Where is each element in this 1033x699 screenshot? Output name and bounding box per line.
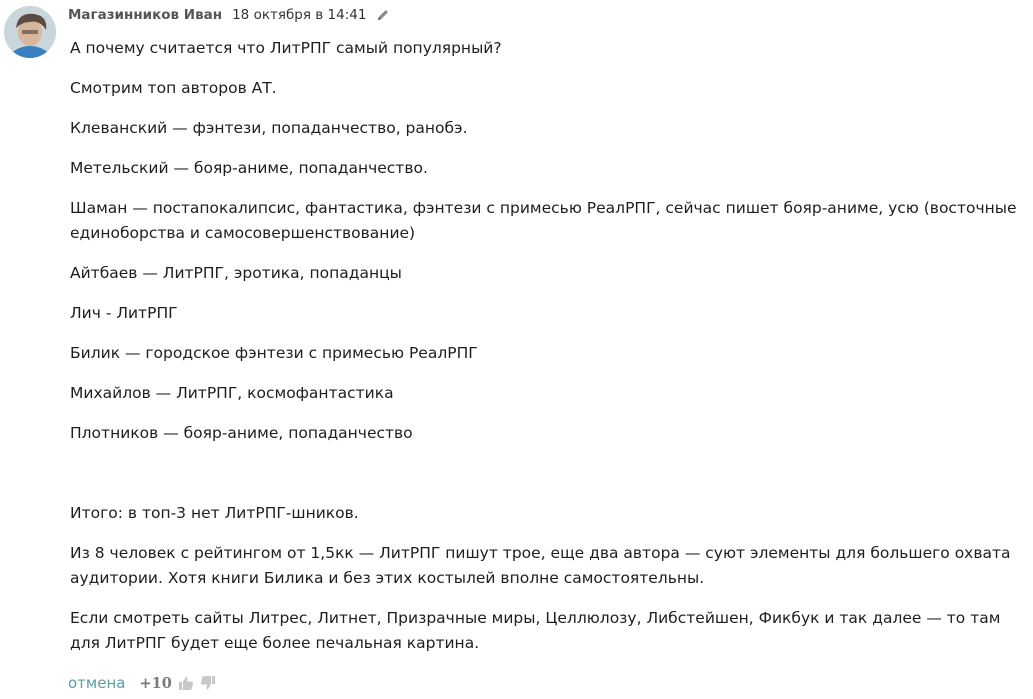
comment-paragraph: Михайлов — ЛитРПГ, космофантастика	[70, 384, 394, 402]
blank-line	[70, 461, 1030, 501]
thumbs-up-icon[interactable]	[178, 675, 194, 691]
comment-paragraph: Шаман — постапокалипсис, фантастика, фэнтези с примесью РеалРПГ, сейчас пишет бояр-аниме, усю (восточные единоборства и самосовершенствование)	[70, 199, 1017, 242]
rating-value: +10	[139, 674, 172, 692]
author-name[interactable]: Магазинников Иван	[68, 7, 223, 23]
comment-paragraph: Если смотреть сайты Литрес, Литнет, Призрачные миры, Целлюлозу, Либстейшен, Фикбук и так далее — то там для ЛитРПГ будет еще более печальная картина.	[70, 609, 1001, 652]
comment-paragraph: Лич - ЛитРПГ	[70, 304, 178, 322]
cancel-link[interactable]: отмена	[68, 674, 126, 692]
comment-header	[68, 5, 390, 25]
comment-paragraph: Айтбаев — ЛитРПГ, эротика, попаданцы	[70, 264, 402, 282]
comment-paragraph: Смотрим топ авторов АТ.	[70, 79, 277, 97]
thumbs-down-icon[interactable]	[200, 675, 216, 691]
avatar[interactable]	[4, 6, 56, 58]
comment-paragraph: А почему считается что ЛитРПГ самый популярный?	[70, 39, 502, 57]
comment-paragraph: Итого: в топ-3 нет ЛитРПГ-шников.	[70, 504, 359, 522]
comment-paragraph: Плотников — бояр-аниме, попаданчество	[70, 424, 413, 442]
comment-paragraph: Метельский — бояр-аниме, попаданчество.	[70, 159, 428, 177]
comment-paragraph: Из 8 человек с рейтингом от 1,5кк — ЛитРПГ пишут трое, еще два автора — суют элементы для большего охвата аудитории. Хотя книги Билика и без этих костылей вполне самостоятельны.	[70, 544, 1011, 587]
comment-paragraph: Клеванский — фэнтези, попаданчество, ранобэ.	[70, 119, 468, 137]
comment-date: 18 октября в 14:41	[232, 7, 367, 23]
pencil-icon[interactable]	[376, 8, 390, 22]
comment-paragraph: Билик — городское фэнтези с примесью РеалРПГ	[70, 344, 478, 362]
comment-body	[70, 36, 1030, 671]
comment-footer	[68, 672, 216, 694]
